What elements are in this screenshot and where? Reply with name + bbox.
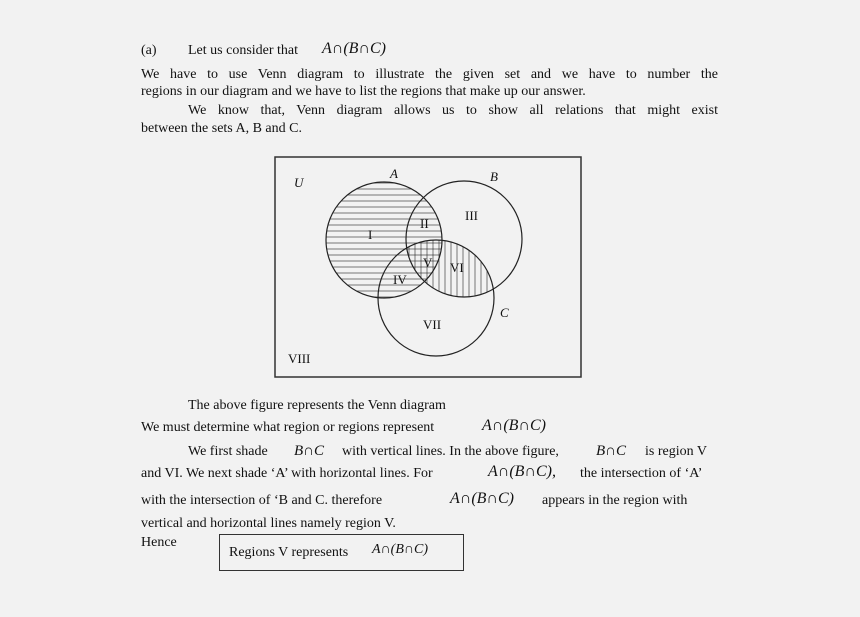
universe-label: U	[294, 175, 304, 190]
determine-expression: A∩(B∩C)	[482, 417, 546, 434]
answer-label: Regions V represents	[229, 545, 349, 560]
para2-line1: We know that, Venn diagram allows us to show all relations that might exist	[188, 103, 718, 118]
explain-line4: vertical and horizontal lines namely region V.	[141, 516, 396, 531]
explain-line1-d: B∩C	[596, 443, 626, 459]
set-b-label: B	[490, 169, 498, 184]
explain-line3-a: with the intersection of ‘B and C. therefore	[141, 493, 383, 508]
explain-line1-b: B∩C	[294, 443, 324, 459]
para1-line1: We have to use Venn diagram to illustrate the given set and we have to number the	[141, 67, 718, 82]
determine-text: We must determine what region or regions represent	[141, 420, 435, 435]
region-label-7: VII	[423, 317, 442, 332]
hence-text: Hence	[141, 535, 177, 550]
region-label-1: I	[368, 227, 373, 242]
region-label-2: II	[420, 216, 429, 231]
explain-line1-e: is region V	[645, 444, 707, 459]
part-label: (a)	[141, 43, 157, 58]
region-label-4: IV	[393, 272, 407, 287]
para2-line2: between the sets A, B and C.	[141, 121, 302, 136]
region-label-8: VIII	[288, 351, 311, 366]
answer-box	[219, 534, 464, 571]
explain-line2-c: the intersection of ‘A’	[580, 466, 703, 481]
explain-line3-b: A∩(B∩C)	[450, 490, 514, 507]
region-label-5: V	[423, 255, 433, 270]
explain-line3-c: appears in the region with	[542, 493, 688, 508]
explain-line1-c: with vertical lines. In the above figure,	[342, 444, 559, 459]
answer-expression: A∩(B∩C)	[372, 542, 428, 557]
region-label-3: III	[465, 208, 478, 223]
region-label-6: VI	[450, 260, 464, 275]
explain-line1-a: We first shade	[188, 444, 268, 459]
venn-diagram	[274, 156, 582, 378]
set-c-label: C	[500, 305, 509, 320]
explain-line2-a: and VI. We next shade ‘A’ with horizontal lines. For	[141, 466, 433, 481]
figure-caption: The above figure represents the Venn diagram	[188, 398, 446, 413]
intro-text: Let us consider that	[188, 43, 299, 58]
para1-line2: regions in our diagram and we have to list the regions that make up our answer.	[141, 84, 586, 99]
set-a-label: A	[390, 166, 398, 181]
intro-expression: A∩(B∩C)	[322, 40, 386, 57]
explain-line2-b: A∩(B∩C),	[488, 463, 556, 480]
